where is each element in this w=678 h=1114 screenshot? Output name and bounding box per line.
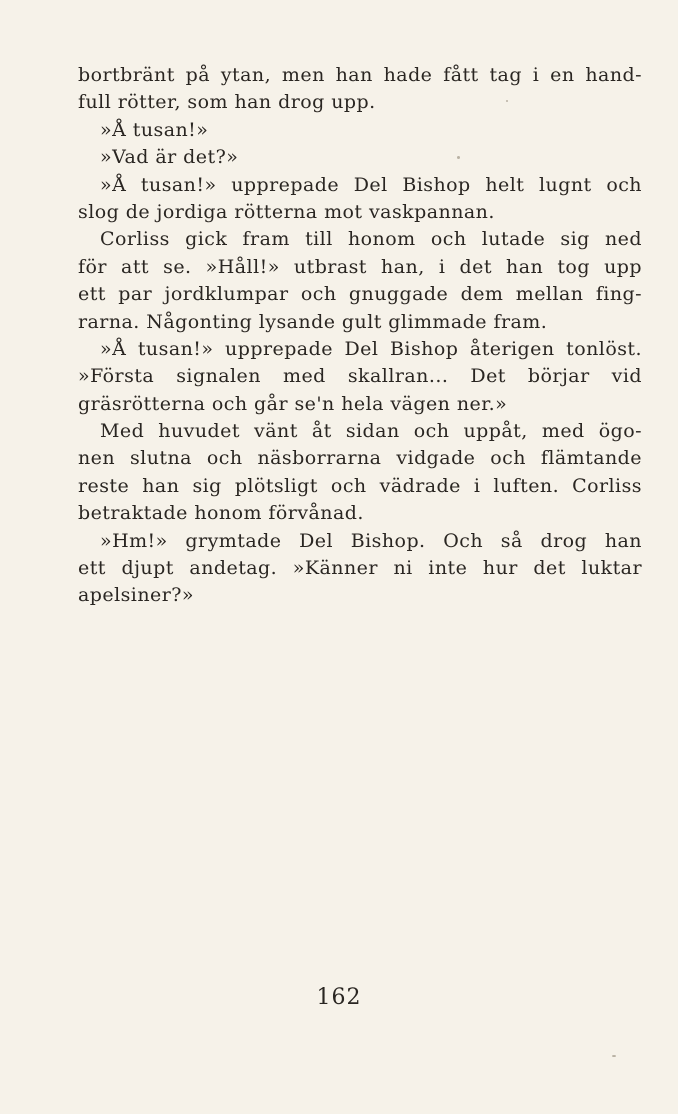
page-number: 162 [316, 985, 362, 1010]
text-line: »Första signalen med skallran... Det börjar vid [78, 365, 642, 388]
text-line: »Hm!» grymtade Del Bishop. Och så drog han [100, 529, 642, 552]
text-line: gräsrötterna och går se'n hela vägen ner.» [78, 392, 508, 415]
text-line: för att se. »Håll!» utbrast han, i det han tog upp [78, 255, 642, 278]
text-line: ett djupt andetag. »Känner ni inte hur det luktar [78, 557, 642, 580]
text-line: betraktade honom förvånad. [78, 502, 364, 525]
paper-speck [612, 1055, 616, 1057]
text-line: full rötter, som han drog upp. [78, 91, 376, 114]
text-line: »Å tusan!» upprepade Del Bishop helt lugnt och [100, 173, 642, 196]
text-line: nen slutna och näsborrarna vidgade och flämtande [78, 447, 642, 470]
body-text [78, 62, 642, 610]
text-line: slog de jordiga rötterna mot vaskpannan. [78, 200, 495, 223]
text-line: »Vad är det?» [100, 146, 239, 169]
text-line: Med huvudet vänt åt sidan och uppåt, med ögo- [100, 420, 642, 443]
paper-speck [457, 156, 460, 159]
text-line: apelsiner?» [78, 584, 194, 607]
text-line: Corliss gick fram till honom och lutade sig ned [100, 228, 642, 251]
text-line: reste han sig plötsligt och vädrade i luften. Corliss [78, 474, 642, 497]
paper-speck [506, 100, 508, 102]
text-line: »Å tusan!» upprepade Del Bishop återigen tonlöst. [100, 337, 642, 360]
text-line: ett par jordklumpar och gnuggade dem mellan fing- [78, 283, 642, 306]
text-line: »Å tusan!» [100, 118, 209, 141]
text-line: bortbränt på ytan, men han hade fått tag i en hand- [78, 64, 642, 86]
text-line: rarna. Någonting lysande gult glimmade fram. [78, 310, 548, 333]
